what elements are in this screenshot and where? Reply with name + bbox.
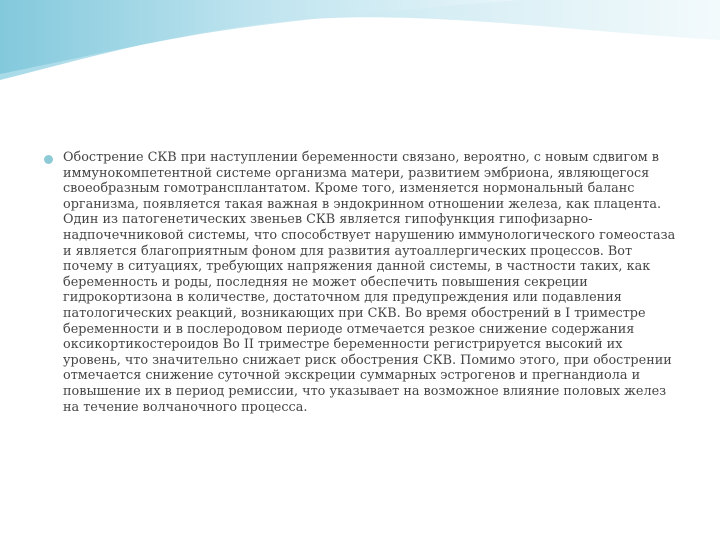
body-paragraph: Обострение СКВ при наступлении беременности связано, вероятно, с новым сдвигом в иммунокомпетентной системе организма матери, развитием эмбриона, являющегося своеобразным гомотрансплантатом. Кроме того, изменяется нормональный баланс организма, появляется такая важная в эндокринном отношении железа, как плацента. Один из патогенетических звеньев СКВ является гипофункция гипофизарно-надпочечниковой системы, что способствует нарушению иммунологического гомеостаза и является благоприятным фоном для развития аутоаллергических процессов. Вот почему в ситуациях, требующих напряжения данной системы, в частности таких, как беременность и роды, последняя не может обеспечить повышения секреции гидрокортизона в количестве, достаточном для предупреждения или подавления патологических реакций, возникающих при СКВ. Во время обострений в I триместре беременности и в послеродовом периоде отмечается резкое снижение содержания оксикортикостероидов Во II триместре беременности регистрируется высокий их уровень, что значительно снижает риск обострения СКВ. Помимо этого, при обострении отмечается снижение суточной экскреции суммарных эстрогенов и прегнандиола и повышение их в период ремиссии, что указывает на возможное влияние половых желез на течение волчаночного процесса. <box>63 150 676 415</box>
content-area <box>44 150 684 415</box>
wave-decoration <box>0 0 720 120</box>
circle-bullet-icon <box>44 155 53 164</box>
bullet-item <box>44 150 684 415</box>
